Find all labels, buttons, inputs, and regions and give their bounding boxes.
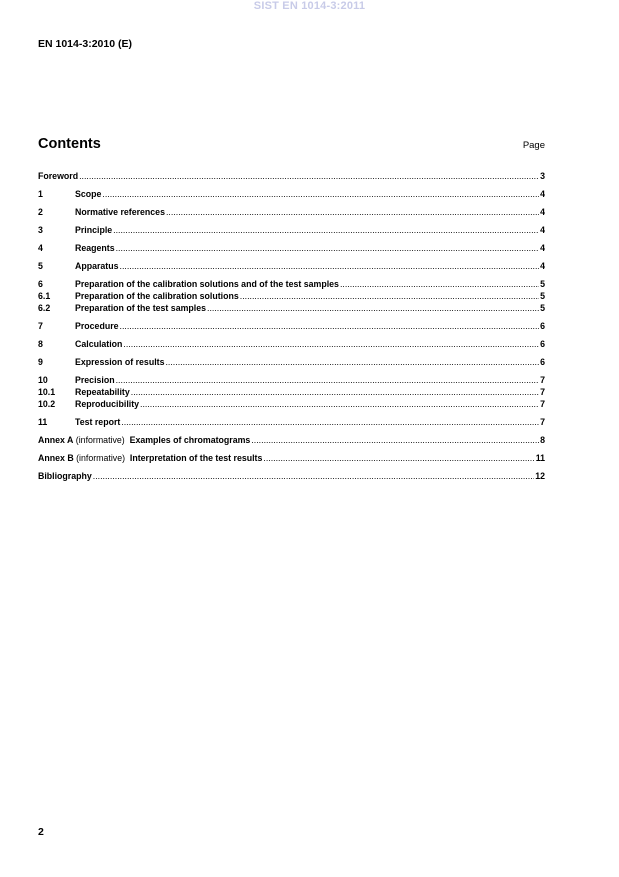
toc-entry-number: 6.1 — [38, 291, 51, 301]
dot-leader — [251, 434, 539, 446]
toc-entry-number: 4 — [38, 243, 43, 253]
toc-entry-page: 7 — [540, 417, 545, 427]
toc-entry-page: 12 — [535, 471, 545, 481]
annex-title: Examples of chromatograms — [129, 435, 251, 445]
toc-entry-number: 5 — [38, 261, 43, 271]
toc-entry-page: 7 — [540, 375, 545, 385]
toc-entry-number: 3 — [38, 225, 43, 235]
table-of-contents — [38, 170, 545, 482]
toc-entry-page: 3 — [540, 171, 545, 181]
toc-entry-label: Foreword — [38, 171, 79, 181]
toc-entry-apparatus[interactable] — [38, 260, 545, 272]
toc-entry-reproducibility[interactable] — [38, 398, 545, 410]
dot-leader — [207, 302, 539, 314]
toc-entry-label: Normative references — [75, 207, 165, 217]
dot-leader — [93, 470, 534, 482]
dot-leader — [120, 320, 540, 332]
toc-entry-number: 10 — [38, 375, 48, 385]
toc-entry-label: Procedure — [75, 321, 119, 331]
toc-entry-label: Bibliography — [38, 471, 92, 481]
toc-entry-calculation[interactable] — [38, 338, 545, 350]
toc-entry-page: 4 — [540, 261, 545, 271]
toc-entry-page: 4 — [540, 243, 545, 253]
dot-leader — [166, 206, 539, 218]
toc-entry-page: 7 — [540, 399, 545, 409]
toc-entry-page: 4 — [540, 207, 545, 217]
toc-entry-label: Repeatability — [75, 387, 130, 397]
toc-entry-label: Preparation of the calibration solutions — [75, 291, 239, 301]
toc-entry-foreword[interactable] — [38, 170, 545, 182]
dot-leader — [116, 242, 539, 254]
dot-leader — [123, 338, 539, 350]
page-column-label: Page — [522, 140, 545, 151]
dot-leader — [121, 416, 539, 428]
dot-leader — [113, 224, 539, 236]
toc-entry-label: Reagents — [75, 243, 115, 253]
annex-title: Interpretation of the test results — [129, 453, 263, 463]
toc-entry-label — [38, 452, 262, 464]
dot-leader — [240, 290, 539, 302]
page-number: 2 — [38, 826, 44, 838]
toc-entry-label: Reproducibility — [75, 399, 140, 409]
annex-info: (informative) — [73, 453, 130, 463]
annex-label: Annex B — [38, 453, 74, 463]
toc-entry-label: Preparation of the test samples — [75, 303, 207, 313]
toc-entry-page: 6 — [540, 321, 545, 331]
toc-entry-page: 7 — [540, 387, 545, 397]
toc-entry-page: 5 — [540, 279, 545, 289]
toc-entry-test-samples[interactable] — [38, 302, 545, 314]
toc-entry-number: 1 — [38, 189, 43, 199]
toc-entry-page: 4 — [540, 225, 545, 235]
toc-entry-test-report[interactable] — [38, 416, 545, 428]
dot-leader — [120, 260, 540, 272]
toc-entry-page: 11 — [535, 453, 545, 463]
toc-entry-procedure[interactable] — [38, 320, 545, 332]
dot-leader — [102, 188, 539, 200]
watermark: SIST EN 1014-3:2011 — [253, 0, 366, 12]
toc-entry-page: 6 — [540, 339, 545, 349]
page-title: Contents — [38, 136, 101, 152]
dot-leader — [79, 170, 539, 182]
toc-entry-page: 8 — [540, 435, 545, 445]
toc-entry-principle[interactable] — [38, 224, 545, 236]
toc-entry-number: 6.2 — [38, 303, 51, 313]
toc-entry-label: Scope — [75, 189, 102, 199]
toc-entry-label: Apparatus — [75, 261, 119, 271]
toc-entry-preparation[interactable] — [38, 278, 545, 290]
toc-entry-label: Preparation of the calibration solutions and of the test samples — [75, 279, 339, 289]
toc-entry-number: 10.1 — [38, 387, 56, 397]
dot-leader — [263, 452, 534, 464]
toc-entry-label: Expression of results — [75, 357, 165, 367]
dot-leader — [165, 356, 539, 368]
toc-entry-label: Precision — [75, 375, 115, 385]
toc-entry-number: 6 — [38, 279, 43, 289]
toc-entry-number: 7 — [38, 321, 43, 331]
toc-entry-number: 2 — [38, 207, 43, 217]
dot-leader — [140, 398, 539, 410]
annex-info: (informative) — [73, 435, 130, 445]
toc-entry-number: 8 — [38, 339, 43, 349]
toc-entry-number: 9 — [38, 357, 43, 367]
toc-entry-label — [38, 434, 250, 446]
toc-entry-normative-references[interactable] — [38, 206, 545, 218]
annex-label: Annex A — [38, 435, 74, 445]
toc-entry-page: 5 — [540, 291, 545, 301]
toc-entry-expression-of-results[interactable] — [38, 356, 545, 368]
toc-entry-label: Test report — [75, 417, 121, 427]
toc-entry-calibration-solutions[interactable] — [38, 290, 545, 302]
document-id: EN 1014-3:2010 (E) — [38, 38, 132, 50]
toc-entry-page: 5 — [540, 303, 545, 313]
toc-entry-page: 4 — [540, 189, 545, 199]
dot-leader — [116, 374, 539, 386]
toc-entry-annex-b[interactable] — [38, 452, 545, 464]
toc-entry-reagents[interactable] — [38, 242, 545, 254]
toc-entry-page: 6 — [540, 357, 545, 367]
toc-entry-bibliography[interactable] — [38, 470, 545, 482]
toc-entry-repeatability[interactable] — [38, 386, 545, 398]
toc-entry-scope[interactable] — [38, 188, 545, 200]
dot-leader — [131, 386, 539, 398]
toc-entry-label: Calculation — [75, 339, 123, 349]
toc-entry-number: 10.2 — [38, 399, 56, 409]
dot-leader — [340, 278, 539, 290]
toc-entry-annex-a[interactable] — [38, 434, 545, 446]
toc-entry-precision[interactable] — [38, 374, 545, 386]
toc-entry-number: 11 — [38, 417, 48, 427]
toc-entry-label: Principle — [75, 225, 113, 235]
